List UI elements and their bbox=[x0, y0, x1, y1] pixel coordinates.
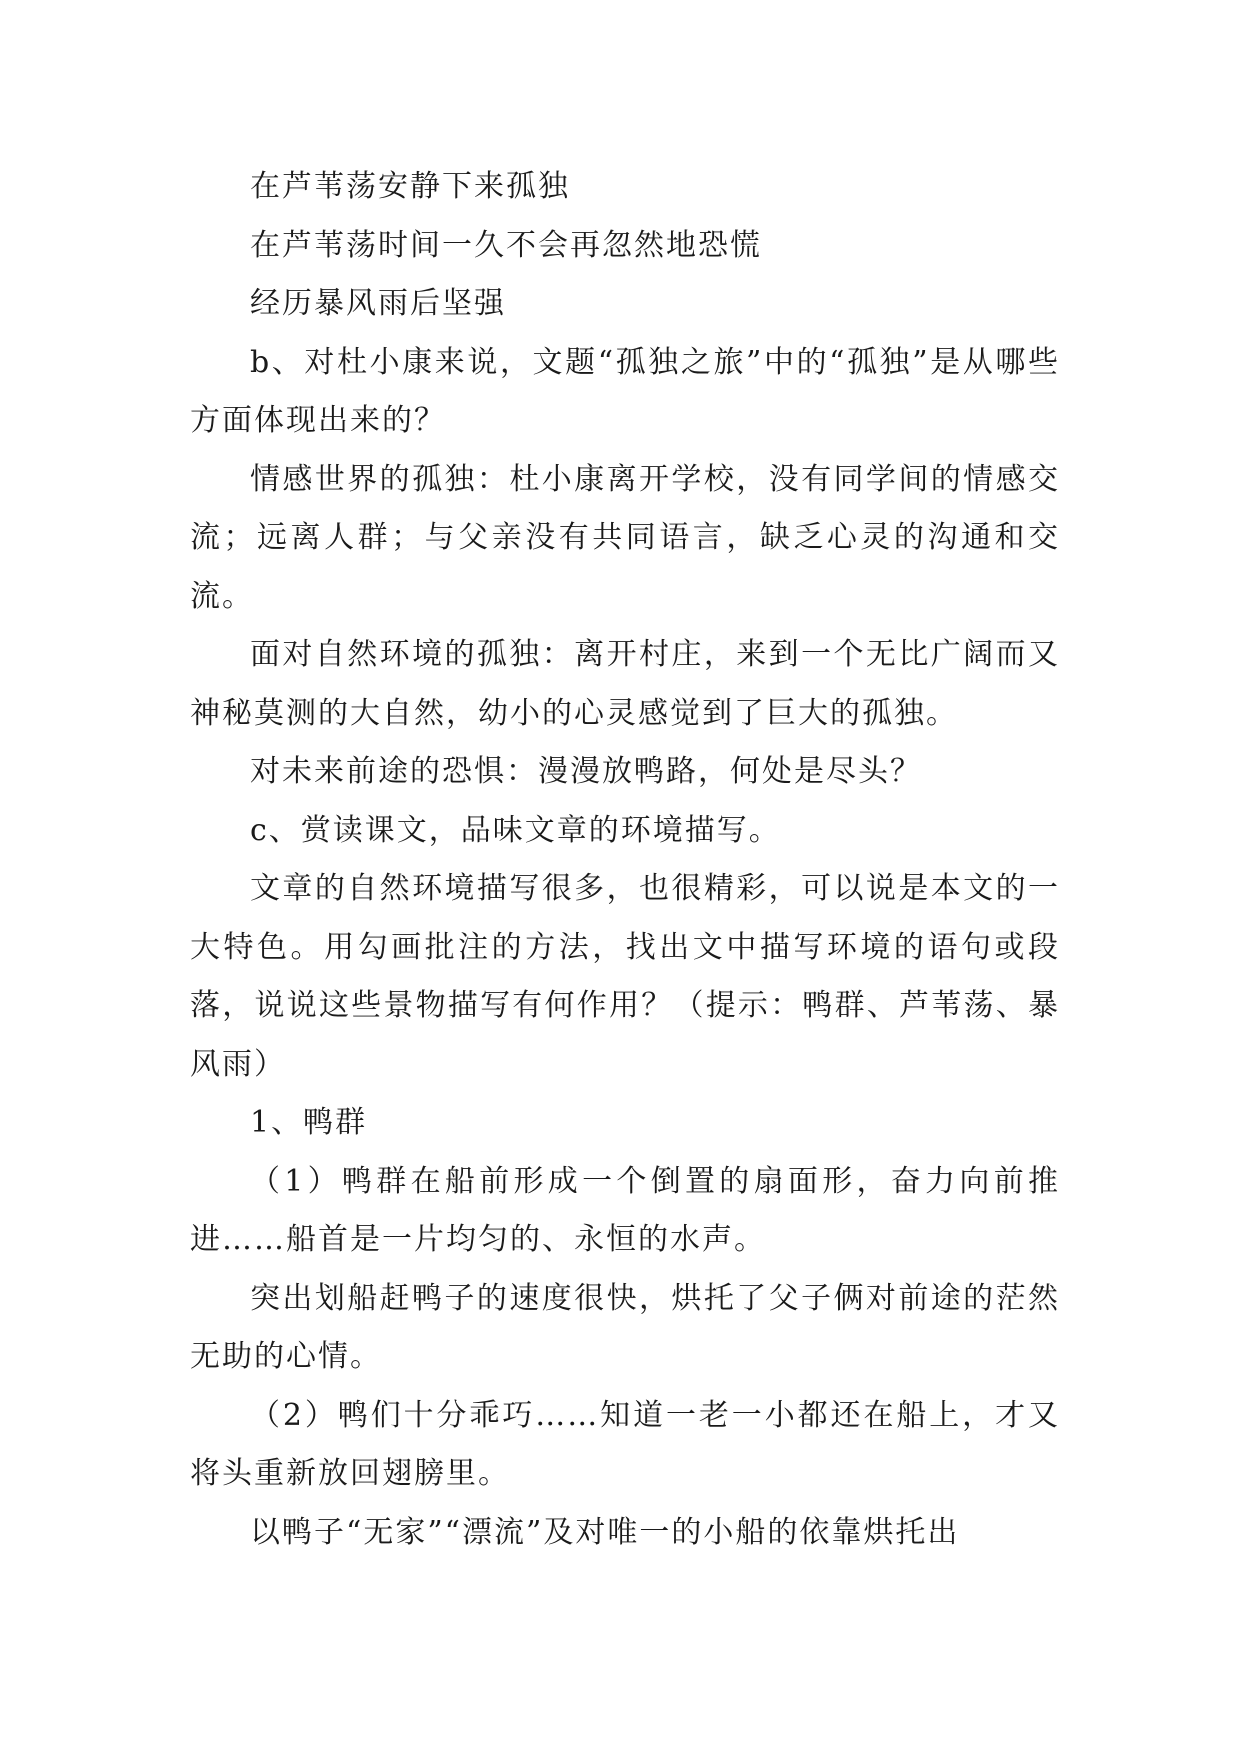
paragraph: 文章的自然环境描写很多，也很精彩，可以说是本文的一大特色。用勾画批注的方法，找出文中描写环境的语句或段落，说说这些景物描写有何作用？（提示：鸭群、芦苇荡、暴风雨） bbox=[190, 871, 1060, 1082]
question-c: c、赏读课文，品味文章的环境描写。 bbox=[250, 812, 781, 848]
paragraph: 对未来前途的恐惧：漫漫放鸭路，何处是尽头？ bbox=[250, 754, 922, 789]
document-body bbox=[190, 158, 1060, 1562]
paragraph: 突出划船赶鸭子的速度很快，烘托了父子俩对前途的茫然无助的心情。 bbox=[190, 1280, 1060, 1374]
paragraph: 在芦苇荡安静下来孤独 bbox=[250, 169, 570, 204]
paragraph: （2）鸭们十分乖巧……知道一老一小都还在船上，才又将头重新放回翅膀里。 bbox=[190, 1397, 1060, 1491]
paragraph: 面对自然环境的孤独：离开村庄，来到一个无比广阔而又神秘莫测的大自然，幼小的心灵感觉到了巨大的孤独。 bbox=[190, 637, 1060, 731]
paragraph: 经历暴风雨后坚强 bbox=[250, 286, 506, 321]
question-b: b、对杜小康来说，文题“孤独之旅”中的“孤独”是从哪些方面体现出来的？ bbox=[190, 344, 1060, 438]
paragraph: （1）鸭群在船前形成一个倒置的扇面形，奋力向前推进……船首是一片均匀的、永恒的水声。 bbox=[190, 1163, 1060, 1257]
section-heading: 1、鸭群 bbox=[250, 1105, 368, 1140]
paragraph: 在芦苇荡时间一久不会再忽然地恐慌 bbox=[250, 227, 762, 263]
paragraph: 以鸭子“无家”“漂流”及对唯一的小船的依靠烘托出 bbox=[250, 1514, 960, 1550]
paragraph: 情感世界的孤独：杜小康离开学校，没有同学间的情感交流；远离人群；与父亲没有共同语言，缺乏心灵的沟通和交流。 bbox=[190, 461, 1060, 614]
